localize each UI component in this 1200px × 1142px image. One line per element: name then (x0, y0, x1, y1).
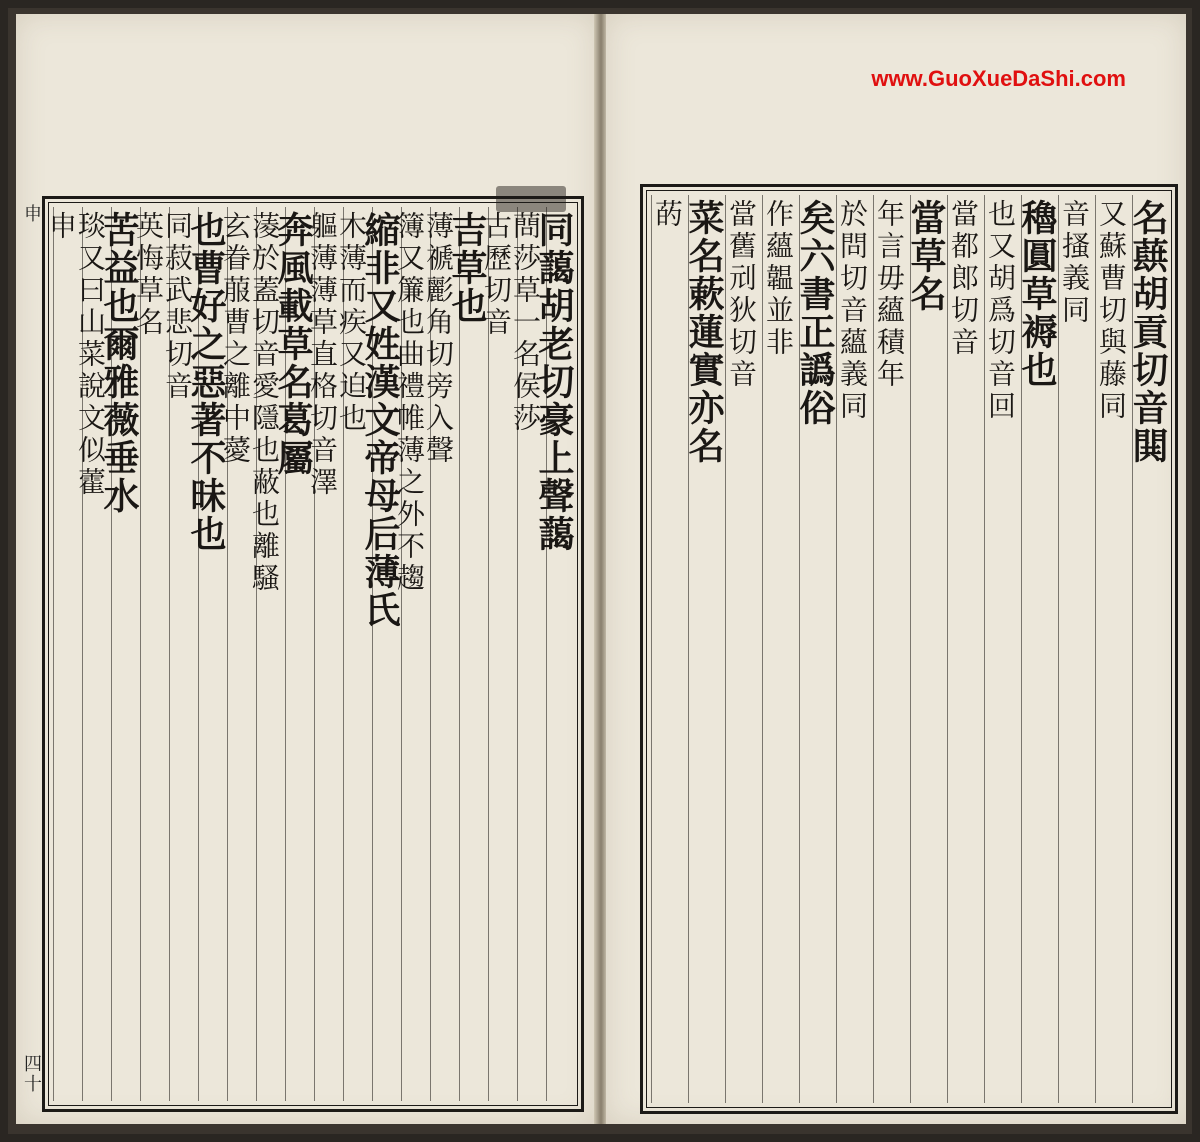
right-text-frame (640, 184, 1178, 1114)
left-edge-label: 申 (21, 204, 42, 224)
right-text-column: 年言毋蘊積年 (873, 195, 910, 1103)
left-text-column: 吉草也 (459, 207, 488, 1101)
left-text-column: 古歷切音 (488, 207, 517, 1101)
book-spread (8, 8, 1192, 1134)
right-text-column: 穭圓草褥也 (1021, 195, 1058, 1103)
right-text-column: 菜名蔌蓮實亦名 (688, 195, 725, 1103)
watermark-text: www.GuoXueDaShi.com (871, 66, 1126, 91)
left-page (16, 14, 596, 1124)
right-text-column: 也又胡爲切音回 (984, 195, 1021, 1103)
left-text-column: 木薄而疾又迫也 (343, 207, 372, 1101)
right-text-column: 又蘇曹切與藤同 (1095, 195, 1132, 1103)
right-text-column: 名蕻胡貢切音閧 (1132, 195, 1169, 1103)
left-text-column: 申 (53, 207, 82, 1101)
left-text-frame (42, 196, 584, 1112)
left-text-column: 蓤於蓋切音愛隱也蔽也離騷 (256, 207, 285, 1101)
left-text-column: 也曹好之惡著不昧也 (198, 207, 227, 1101)
right-text-column: 作蘊韞並非 (762, 195, 799, 1103)
folio-number: 四十 (21, 1054, 42, 1094)
left-text-column: 薄禠彲角切旁入聲 (430, 207, 459, 1101)
right-page (606, 14, 1186, 1124)
left-text-column: 苦益也爾雅薇垂水 (111, 207, 140, 1101)
left-text-column: 奔風載草名葛屬 (285, 207, 314, 1101)
right-text-column: 於問切音蘊義同 (836, 195, 873, 1103)
left-text-column: 蔄莎草一名侯莎 (517, 207, 546, 1101)
right-text-column: 菂 (651, 195, 688, 1103)
right-text-column: 當舊刓狄切音 (725, 195, 762, 1103)
left-text-column: 英悔草名 (140, 207, 169, 1101)
left-text-column: 縮非又姓漢文帝母后薄氏 (372, 207, 401, 1101)
left-text-column: 琰又曰山菜說文似藿 (82, 207, 111, 1101)
left-text-column: 簿又簾也曲禮帷薄之外不趨 (401, 207, 430, 1101)
left-text-column: 同藹胡老切豪上聲藹 (546, 207, 575, 1101)
left-text-column: 玄眷菔曹之離中薆 (227, 207, 256, 1101)
right-text-column: 當都郎切音 (947, 195, 984, 1103)
right-text-column: 當草名 (910, 195, 947, 1103)
right-text-column: 音搔義同 (1058, 195, 1095, 1103)
right-text-column: 矣六書正譌俗 (799, 195, 836, 1103)
left-text-column: 同菽武悲切音 (169, 207, 198, 1101)
left-text-column: 軀薄薄草直格切音澤 (314, 207, 343, 1101)
